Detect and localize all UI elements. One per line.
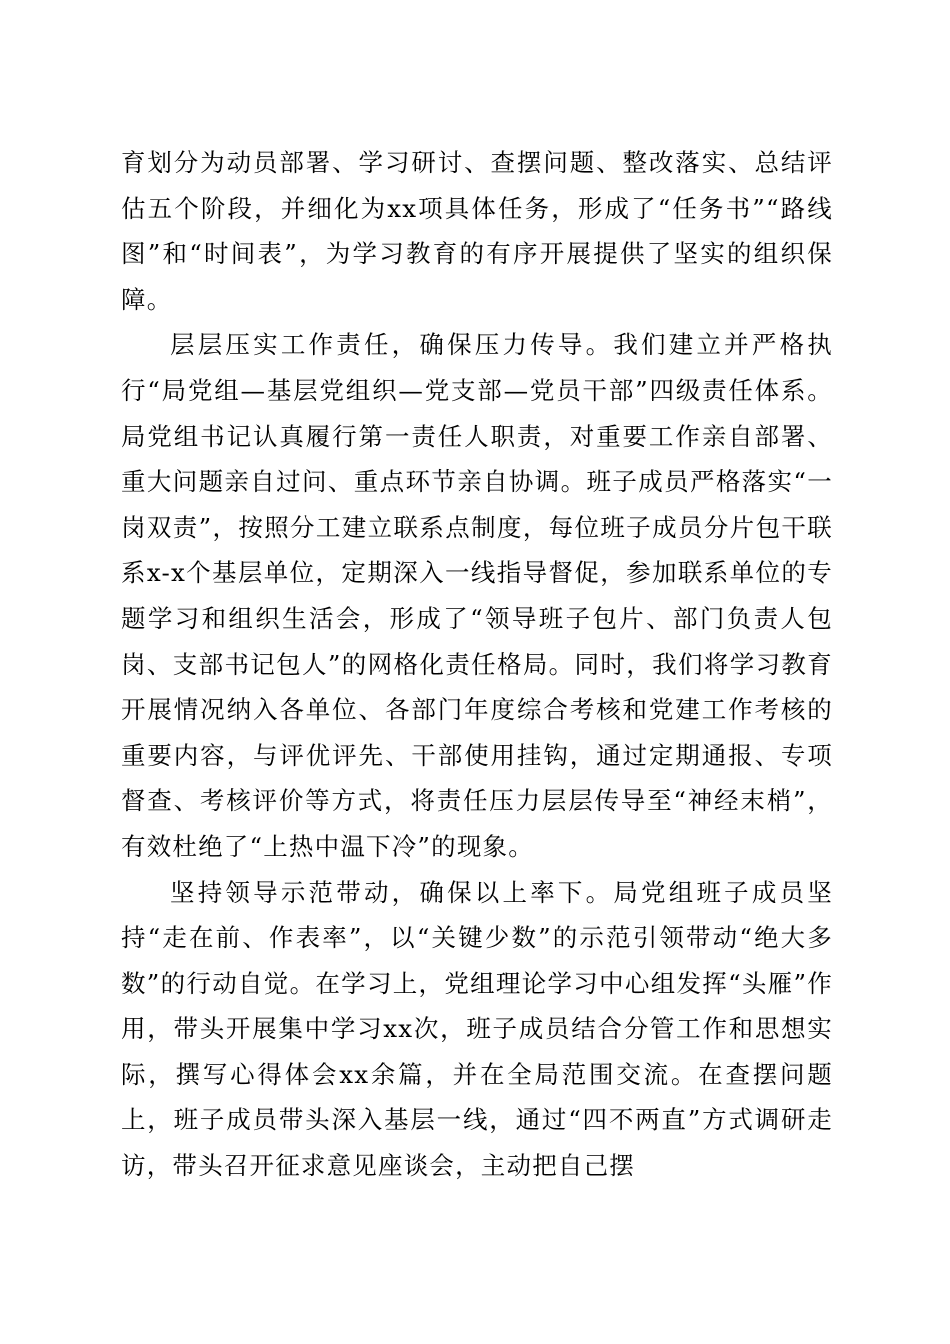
paragraph-leadership: 坚持领导示范带动，确保以上率下。局党组班子成员坚持“走在前、作表率”，以“关键少数”的示范引领带动“绝大多数”的行动自觉。在学习上，党组理论学习中心组发挥“头雁”作用，带头开展集中学习xx次，班子成员结合分管工作和思想实际，撰写心得体会xx余篇，并在全局范围交流。在查摆问题上，班子成员带头深入基层一线，通过“四不两直”方式调研走访，带头召开征求意见座谈会，主动把自己摆: [121, 877, 833, 1181]
paragraph-continuation: 育划分为动员部署、学习研讨、查摆问题、整改落实、总结评估五个阶段，并细化为xx项具体任务，形成了“任务书”“路线图”和“时间表”，为学习教育的有序开展提供了坚实的组织保障。: [121, 148, 833, 314]
document-body: [121, 140, 833, 1189]
paragraph-responsibility: 层层压实工作责任，确保压力传导。我们建立并严格执行“局党组—基层党组织—党支部—党员干部”四级责任体系。局党组书记认真履行第一责任人职责，对重要工作亲自部署、重大问题亲自过问、重点环节亲自协调。班子成员严格落实“一岗双责”，按照分工建立联系点制度，每位班子成员分片包干联系x-x个基层单位，定期深入一线指导督促，参加联系单位的专题学习和组织生活会，形成了“领导班子包片、部门负责人包岗、支部书记包人”的网格化责任格局。同时，我们将学习教育开展情况纳入各单位、各部门年度综合考核和党建工作考核的重要内容，与评优评先、干部使用挂钩，通过定期通报、专项督查、考核评价等方式，将责任压力层层传导至“神经末梢”，有效杜绝了“上热中温下冷”的现象。: [121, 330, 833, 861]
